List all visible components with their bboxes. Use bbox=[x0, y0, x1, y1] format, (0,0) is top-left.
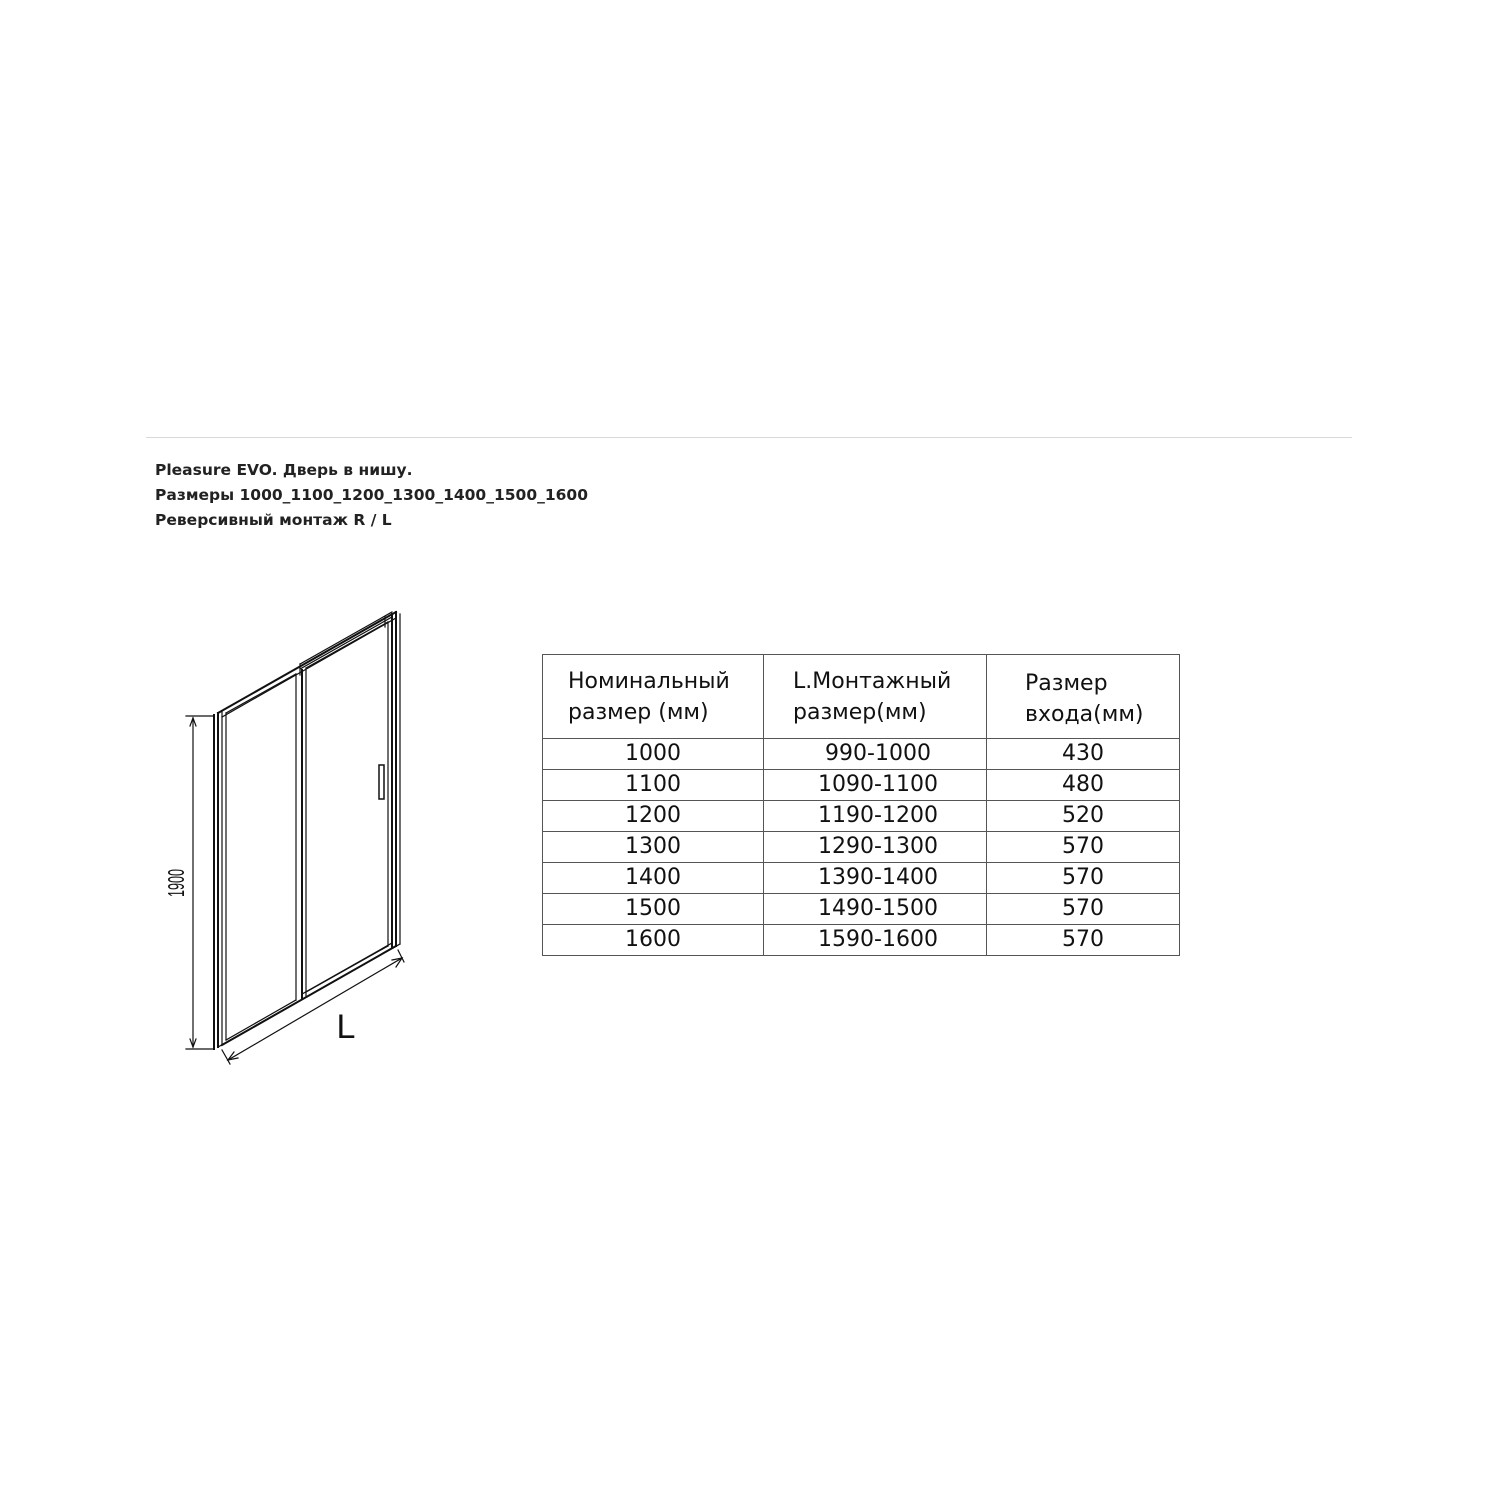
sliding-glass-panel bbox=[302, 622, 388, 998]
mounting-size-cell: 1190-1200 bbox=[764, 801, 987, 832]
header-entry-size: Размер входа(мм) bbox=[987, 655, 1180, 739]
nominal-size-cell: 1600 bbox=[543, 925, 764, 956]
bottom-rail bbox=[218, 943, 400, 1047]
entry-size-cell: 570 bbox=[987, 863, 1180, 894]
width-label: L bbox=[336, 1008, 356, 1046]
mounting-size-cell: 1590-1600 bbox=[764, 925, 987, 956]
nominal-size-cell: 1200 bbox=[543, 801, 764, 832]
entry-size-cell: 430 bbox=[987, 739, 1180, 770]
entry-size-cell: 480 bbox=[987, 770, 1180, 801]
mounting-size-cell: 1090-1100 bbox=[764, 770, 987, 801]
nominal-size-cell: 1500 bbox=[543, 894, 764, 925]
table-row bbox=[543, 801, 1180, 832]
mounting-line: Реверсивный монтаж R / L bbox=[155, 511, 392, 529]
nominal-size-cell: 1400 bbox=[543, 863, 764, 894]
width-dimension bbox=[222, 950, 404, 1064]
table-row bbox=[543, 832, 1180, 863]
nominal-size-cell: 1000 bbox=[543, 739, 764, 770]
mounting-size-cell: 1290-1300 bbox=[764, 832, 987, 863]
height-label: 1900 bbox=[162, 868, 189, 898]
header-mounting-size: L.Монтажный размер(мм) bbox=[764, 655, 987, 739]
table-row bbox=[543, 739, 1180, 770]
sizes-line: Размеры 1000_1100_1200_1300_1400_1500_1600 bbox=[155, 486, 588, 504]
size-table bbox=[542, 654, 1180, 956]
entry-size-cell: 520 bbox=[987, 801, 1180, 832]
nominal-size-cell: 1100 bbox=[543, 770, 764, 801]
table-row bbox=[543, 925, 1180, 956]
table-row bbox=[543, 894, 1180, 925]
entry-size-cell: 570 bbox=[987, 925, 1180, 956]
mounting-size-cell: 1490-1500 bbox=[764, 894, 987, 925]
table-row bbox=[543, 863, 1180, 894]
wall-profile-left bbox=[214, 711, 222, 1049]
product-title: Pleasure EVO. Дверь в нишу. bbox=[155, 461, 413, 479]
height-dimension bbox=[186, 716, 214, 1049]
mounting-size-cell: 990-1000 bbox=[764, 739, 987, 770]
top-rail bbox=[218, 612, 396, 717]
table-header-row bbox=[543, 655, 1180, 739]
entry-size-cell: 570 bbox=[987, 832, 1180, 863]
entry-size-cell: 570 bbox=[987, 894, 1180, 925]
header-nominal-size: Номинальный размер (мм) bbox=[543, 655, 764, 739]
fixed-glass-panel bbox=[226, 674, 296, 1040]
wall-profile-right bbox=[392, 612, 400, 948]
nominal-size-cell: 1300 bbox=[543, 832, 764, 863]
door-handle bbox=[379, 765, 384, 799]
table-row bbox=[543, 770, 1180, 801]
mounting-size-cell: 1390-1400 bbox=[764, 863, 987, 894]
